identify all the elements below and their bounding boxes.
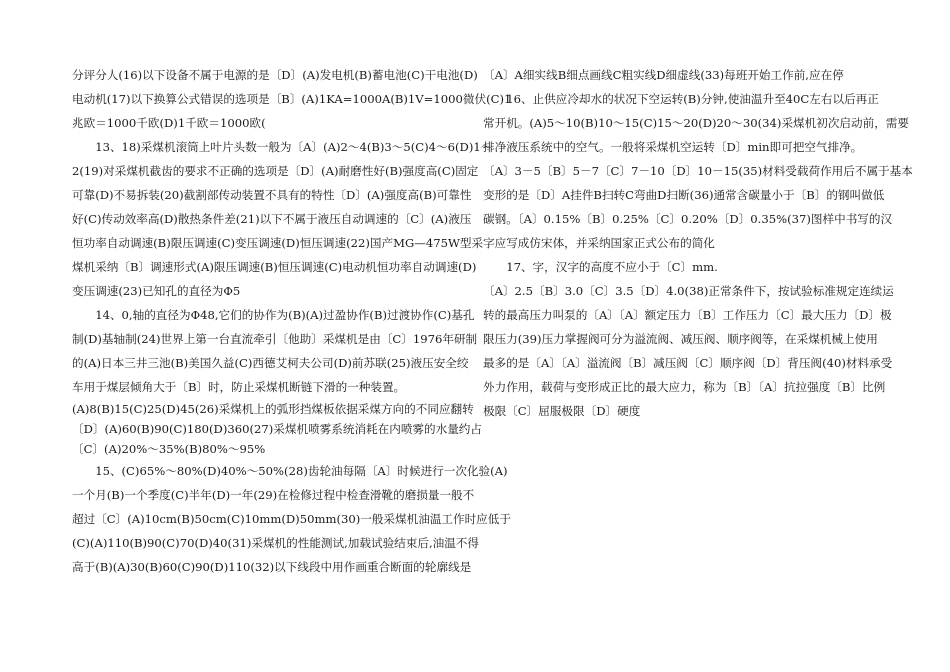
text-line: 限压力(39)压力掌握阀可分为溢流阀、减压阀、顺序阀等，在采煤机械上使用 xyxy=(483,332,878,346)
text-line: 变形的是〔D〕A挂件B扫转C弯曲D扫断(36)通常含碳量小于〔B〕的钢叫做低 xyxy=(483,188,885,202)
text-line: 〔A〕3－5〔B〕5－7〔C〕7－10〔D〕10－15(35)材料受载荷作用后不属于基本 xyxy=(483,164,913,178)
text-line: 变压调速(23)已知孔的直径为Φ5 xyxy=(72,284,241,298)
text-line: 常开机。(A)5～10(B)10～15(C)15～20(D)20～30(34)采煤机初次启动前，需要 xyxy=(483,116,909,130)
text-line: 煤机采纳〔B〕调速形式(A)限压调速(B)恒压调速(C)电动机恒功率自动调速(D) xyxy=(72,260,477,274)
text-line: 电动机(17)以下换算公式错误的选项是〔B〕(A)1KA=1000A(B)1V=1000微伏(C)1 xyxy=(72,92,512,106)
text-line: 恒功率自动调速(B)限压调速(C)变压调速(D)恒压调速(22)国产MG—475W型采 xyxy=(72,236,484,250)
right-text-column xyxy=(483,63,913,423)
text-line: 14、0,轴的直径为Φ48,它们的协作为(B)(A)过盈协作(B)过渡协作(C)基孔 xyxy=(72,308,475,322)
text-line: 13、18)采煤机滚筒上叶片头数一般为〔A〕(A)2～4(B)3～5(C)4～6(D)1～ xyxy=(72,140,493,154)
text-line: 2(19)对采煤机截齿的要求不正确的选项是〔D〕(A)耐磨性好(B)强度高(C)固定 xyxy=(72,164,479,178)
text-line: 最多的是〔A〕〔A〕溢流阀〔B〕减压阀〔C〕顺序阀〔D〕背压阀(40)材料承受 xyxy=(483,356,893,370)
text-line: 可靠(D)不易拆装(20)截割部传动装置不具有的特性〔D〕(A)强度高(B)可靠性 xyxy=(72,188,472,202)
text-line: 外力作用，载荷与变形成正比的最大应力，称为〔B〕〔A〕抗拉强度〔B〕比例 xyxy=(483,380,886,394)
text-line: 15、(C)65%～80%(D)40%～50%(28)齿轮油每隔〔A〕时候进行一次化验(A) xyxy=(72,464,508,478)
text-line: 〔D〕(A)60(B)90(C)180(D)360(27)采煤机喷雾系统消耗在内喷雾的水量约占 xyxy=(72,422,482,436)
text-line: 超过〔C〕(A)10cm(B)50cm(C)10mm(D)50mm(30)一般采煤机油温工作时应低于 xyxy=(72,512,511,526)
text-line: 极限〔C〕屈服极限〔D〕硬度 xyxy=(483,404,641,418)
text-line: 排净液压系统中的空气。一般将采煤机空运转〔D〕min即可把空气排净。 xyxy=(483,140,863,154)
text-line: 车用于煤层倾角大于〔B〕时，防止采煤机断链下滑的一种装置。 xyxy=(72,380,406,394)
text-line: 16、止供应冷却水的状况下空运转(B)分钟,使油温升至40C左右以后再正 xyxy=(483,92,879,106)
text-line: 〔C〕(A)20%～35%(B)80%～95% xyxy=(72,442,266,456)
text-line: (C)(A)110(B)90(C)70(D)40(31)采煤机的性能测试,加载试验结束后,油温不得 xyxy=(72,536,479,550)
text-line: 兆欧＝1000千欧(D)1千欧＝1000欧( xyxy=(72,116,266,130)
text-line: 碳钢。〔A〕0.15%〔B〕0.25%〔C〕0.20%〔D〕0.35%(37)图样中书写的汉 xyxy=(483,212,893,226)
text-line: 好(C)传动效率高(D)散热条件差(21)以下不属于液压自动调速的〔C〕(A)液压 xyxy=(72,212,472,226)
text-line: 一个月(B)一个季度(C)半年(D)一年(29)在检修过程中检查滑靴的磨损量一般不 xyxy=(72,488,475,502)
text-line: 高于(B)(A)30(B)60(C)90(D)110(32)以下线段中用作画重合断面的轮廓线是 xyxy=(72,560,472,574)
text-line: (A)8(B)15(C)25(D)45(26)采煤机上的弧形挡煤板依据采煤方向的不同应翻转 xyxy=(72,402,474,416)
text-line: 分评分人(16)以下设备不属于电源的是〔D〕(A)发电机(B)蓄电池(C)干电池(D) xyxy=(72,68,478,82)
text-line: 制(D)基轴制(24)世界上第一台直流牵引〔他助〕采煤机是由〔C〕1976年研制 xyxy=(72,332,478,346)
text-line: 字应写成仿宋体，并采纳国家正式公布的简化 xyxy=(483,236,715,250)
text-line: 转的最高压力叫泵的〔A〕〔A〕额定压力〔B〕工作压力〔C〕最大压力〔D〕极 xyxy=(483,308,892,322)
left-text-column xyxy=(72,63,512,579)
text-line: 〔A〕2.5〔B〕3.0〔C〕3.5〔D〕4.0(38)正常条件下，按试验标准规定连续运 xyxy=(483,284,894,298)
text-line: 的(A)日本三井三池(B)美国久益(C)西德艾柯夫公司(D)前苏联(25)液压安全绞 xyxy=(72,356,469,370)
text-line: 17、字，汉字的高度不应小于〔C〕mm. xyxy=(483,260,718,274)
text-line: 〔A〕A细实线B细点画线C粗实线D细虚线(33)每班开始工作前,应在停 xyxy=(483,68,844,82)
